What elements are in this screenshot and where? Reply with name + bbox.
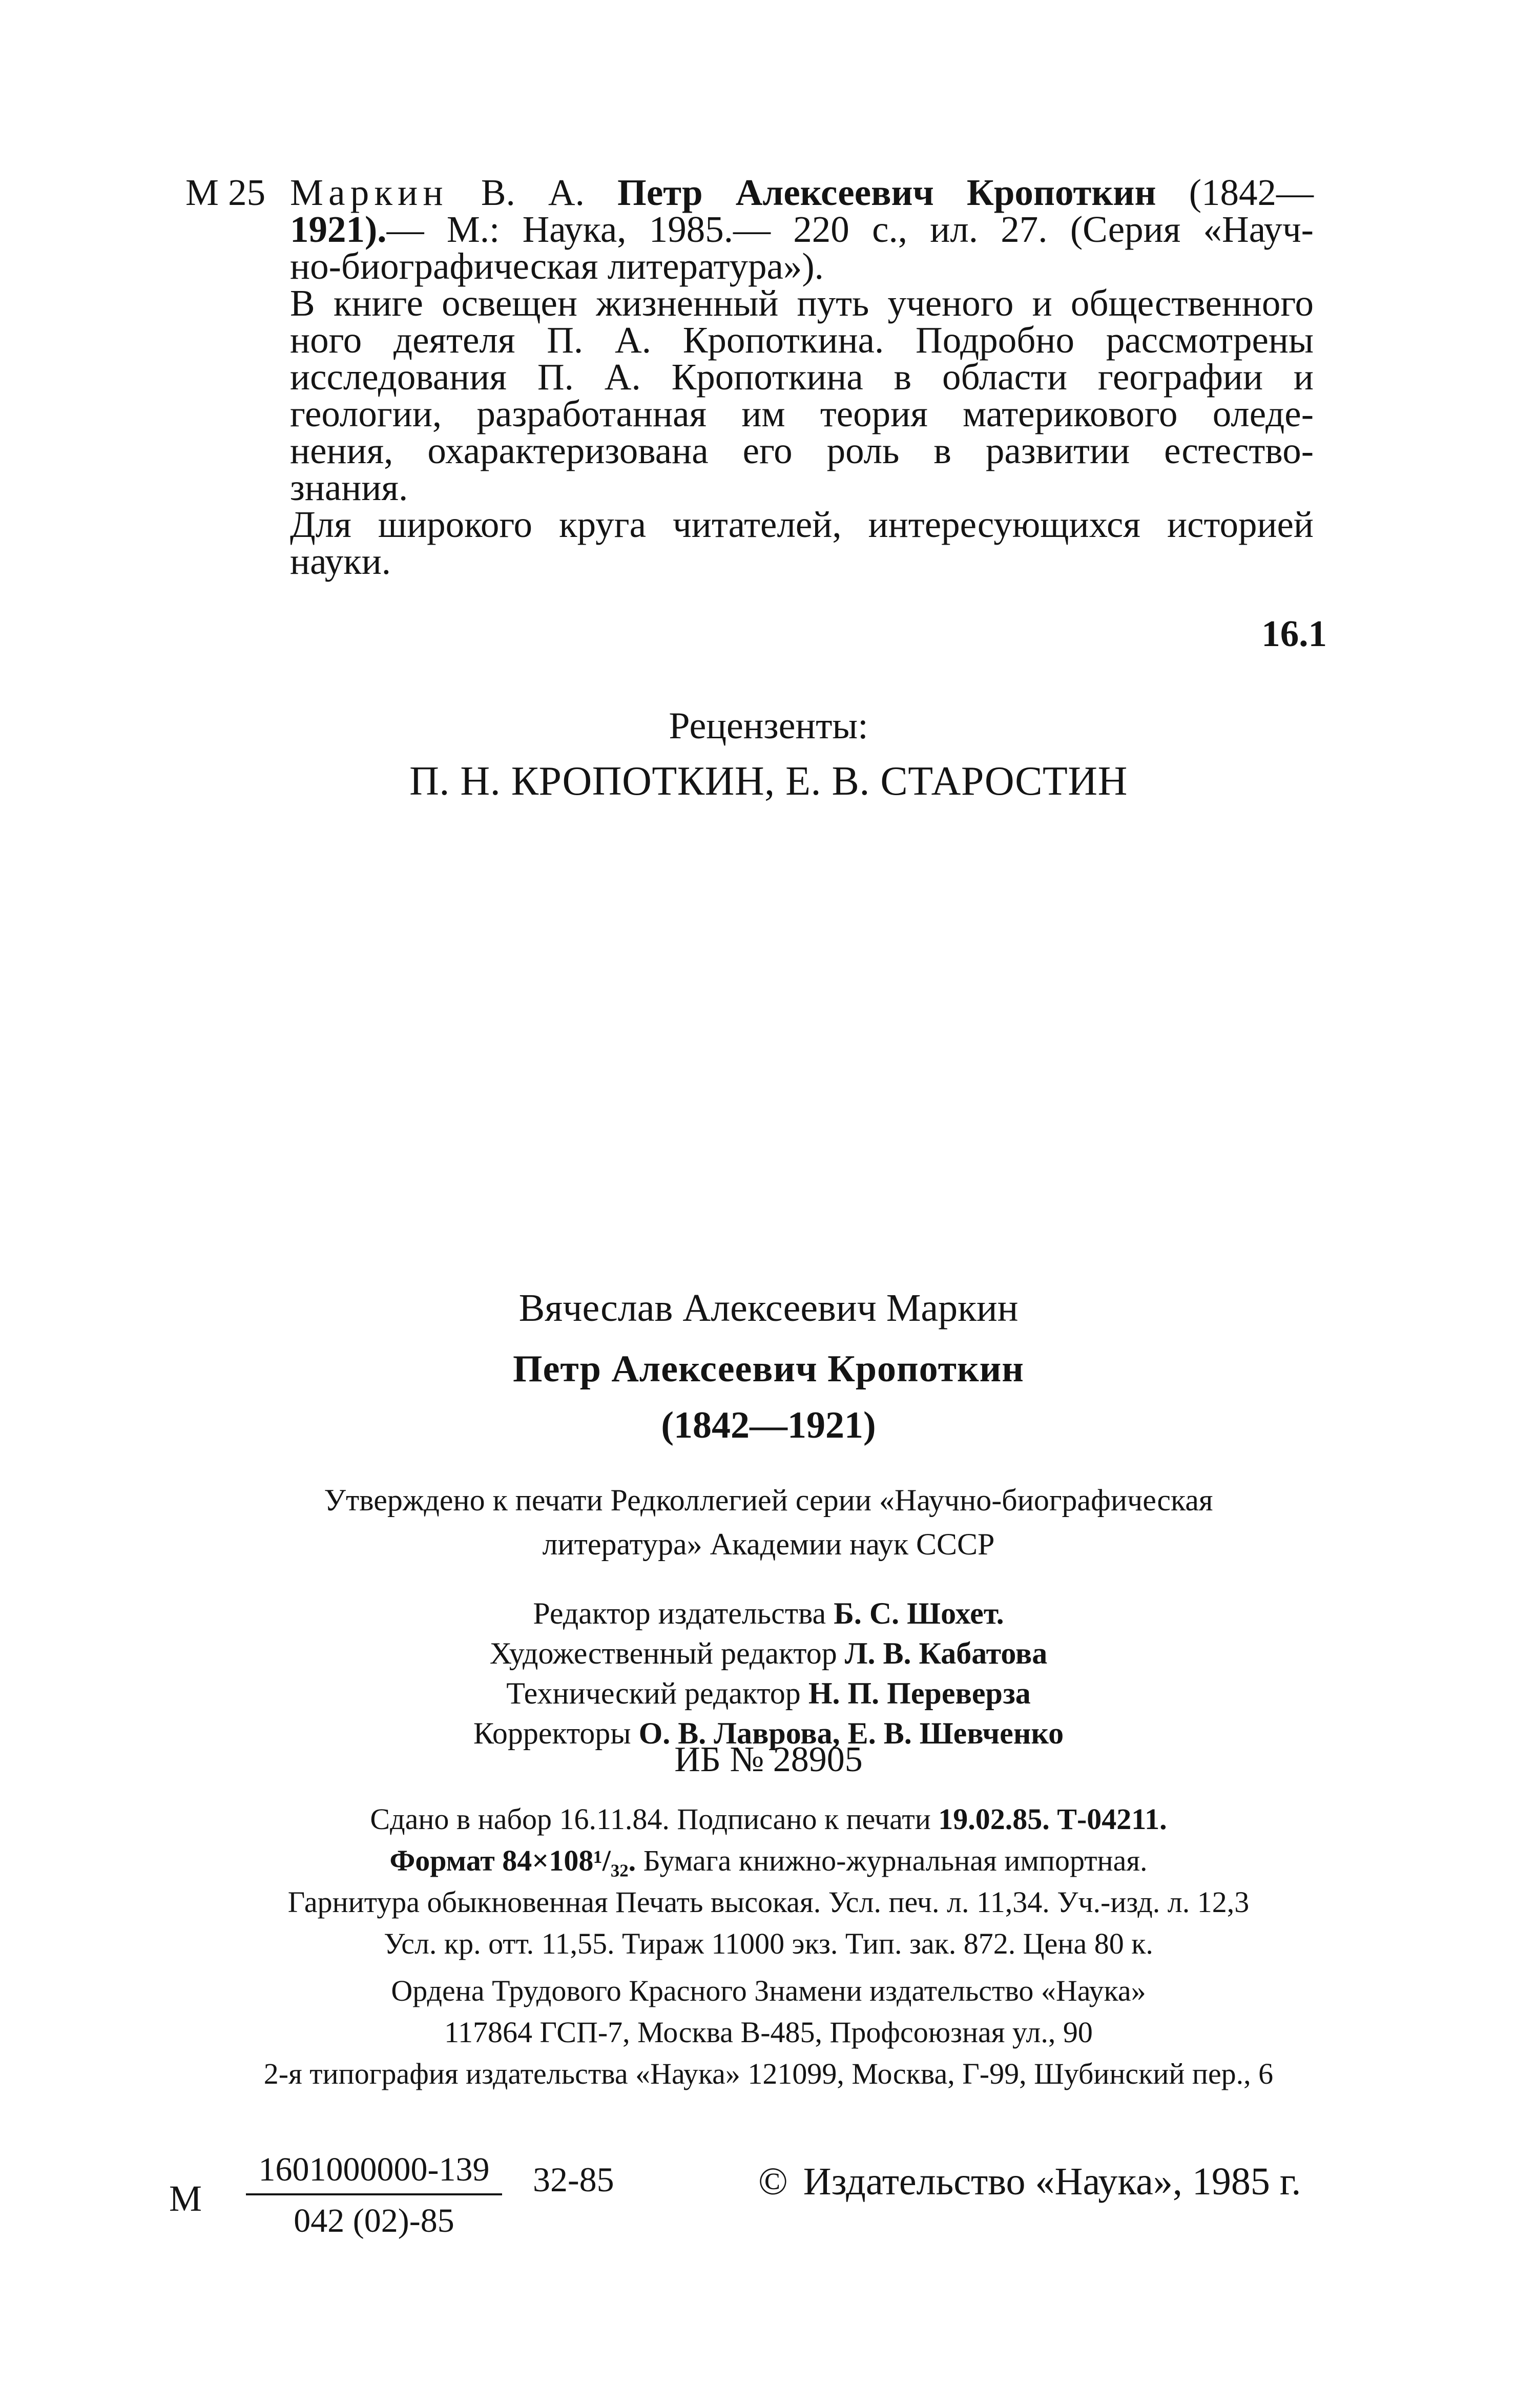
abstract-line: ного деятеля П. А. Кропоткина. Подробно рассмотрены	[290, 319, 1314, 361]
catalog-imprint: — М.: Наука, 1985.— 220 с., ил. 27. (Серия «Науч-	[386, 209, 1314, 250]
catalog-author: Маркин	[290, 172, 448, 213]
staff-role: Художественный редактор	[489, 1636, 845, 1670]
footer-fraction	[241, 2149, 507, 2241]
audience-line: науки.	[290, 541, 391, 582]
ib-number: ИБ № 28905	[674, 1740, 863, 1779]
abstract-line: нения, охарактеризована его роль в развитии естество-	[290, 430, 1314, 471]
publication-details	[0, 1798, 1537, 1964]
staff-name: О. В. Лаврова, Е. В. Шевченко	[638, 1716, 1064, 1750]
staff-line	[0, 1593, 1537, 1633]
publication-text: Формат	[389, 1844, 503, 1877]
approval-line: литература» Академии наук СССР	[542, 1527, 995, 1561]
staff-credits	[0, 1593, 1537, 1753]
fraction-denominator: 042 (02)-85	[294, 2202, 454, 2239]
publication-line: Усл. кр. отт. 11,55. Тираж 11000 экз. Тип. зак. 872. Цена 80 к.	[384, 1927, 1153, 1960]
imprint-line: Ордена Трудового Красного Знамени издательство «Наука»	[391, 1974, 1146, 2007]
footer-code: 32-85	[533, 2160, 614, 2199]
copyright-icon: ©	[758, 2160, 788, 2203]
staff-name: Н. П. Переверза	[808, 1676, 1031, 1710]
staff-line	[0, 1673, 1537, 1713]
reviewers-label: Рецензенты:	[669, 705, 868, 747]
publication-line: Гарнитура обыкновенная Печать высокая. Усл. печ. л. 11,34. Уч.-изд. л. 12,3	[287, 1885, 1250, 1919]
publisher-imprint	[0, 1970, 1537, 2094]
catalog-title: Петр Алексеевич Кропоткин	[617, 172, 1156, 213]
catalog-line-2	[290, 211, 1314, 248]
staff-role: Редактор издательства	[533, 1596, 834, 1630]
copyright-notice	[758, 2160, 1301, 2204]
staff-name: Л. В. Кабатова	[844, 1636, 1048, 1670]
fraction-bar	[246, 2193, 502, 2195]
catalog-initials: В. А.	[448, 172, 618, 213]
udc-code: 16.1	[1261, 613, 1327, 654]
publication-line	[0, 1840, 1537, 1881]
book-title: Петр Алексеевич Кропоткин	[513, 1348, 1024, 1390]
book-author: Вячеслав Алексеевич Маркин	[518, 1286, 1019, 1330]
catalog-years-end: 1921).	[290, 209, 387, 250]
publication-line	[0, 1798, 1537, 1840]
abstract-line: знания.	[290, 467, 408, 508]
imprint-line: 117864 ГСП-7, Москва В-485, Профсоюзная ул., 90	[444, 2016, 1093, 2049]
abstract-line: В книге освещен жизненный путь ученого и общественного	[290, 282, 1314, 324]
catalog-code: М 25	[185, 172, 266, 213]
reviewers-names: П. Н. КРОПОТКИН, Е. В. СТАРОСТИН	[409, 759, 1128, 804]
publication-text: 19.02.85. Т-04211.	[938, 1802, 1167, 1836]
publication-text: Сдано в набор 16.11.84. Подписано к печати	[370, 1802, 939, 1836]
catalog-line-3: но-биографическая литература»).	[290, 245, 824, 287]
copyright-text: Издательство «Наука», 1985 г.	[803, 2160, 1301, 2203]
footer-letter: М	[169, 2178, 202, 2219]
staff-line	[0, 1633, 1537, 1673]
publication-text: Бумага книжно-журнальная импортная.	[636, 1844, 1148, 1877]
fraction-numerator: 1601000000-139	[258, 2151, 490, 2188]
approval-note	[0, 1478, 1537, 1566]
catalog-line-1	[290, 174, 1314, 211]
book-years: (1842—1921)	[661, 1404, 876, 1446]
publication-text: 84×108¹/₃₂.	[502, 1844, 636, 1877]
staff-name: Б. С. Шохет.	[834, 1596, 1004, 1630]
abstract-line: исследования П. А. Кропоткина в области географии и	[290, 356, 1314, 398]
approval-line: Утверждено к печати Редколлегией серии «Научно-биографическая	[324, 1483, 1213, 1517]
catalog-years-start: (1842—	[1156, 172, 1314, 213]
staff-role: Технический редактор	[506, 1676, 808, 1710]
imprint-line: 2-я типография издательства «Наука» 121099, Москва, Г-99, Шубинский пер., 6	[263, 2057, 1274, 2090]
audience-line: Для широкого круга читателей, интересующихся историей	[290, 504, 1314, 545]
catalog-entry	[290, 174, 1314, 580]
staff-role: Корректоры	[473, 1716, 639, 1750]
abstract-line: геологии, разработанная им теория материкового оледе-	[290, 393, 1314, 434]
